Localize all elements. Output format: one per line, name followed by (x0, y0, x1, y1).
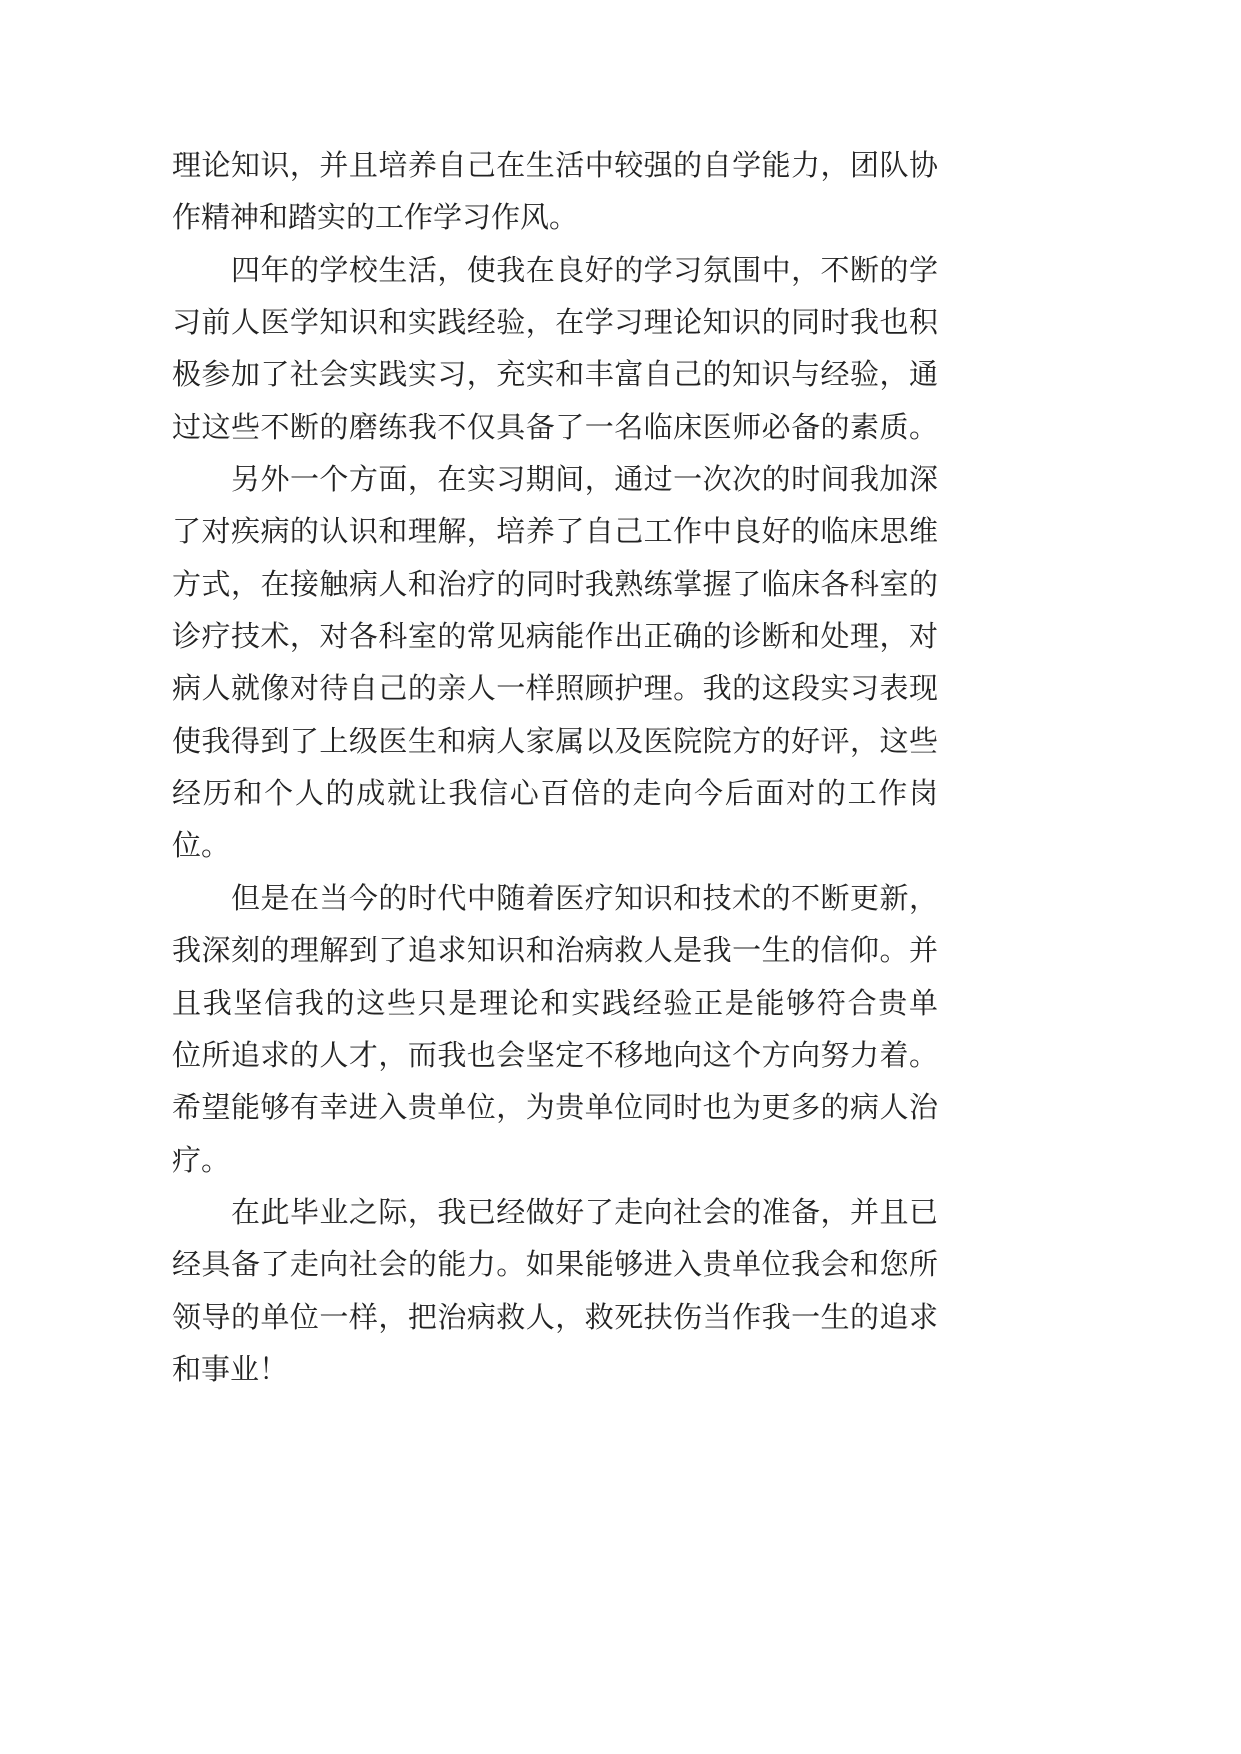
text-line: 病人就像对待自己的亲人一样照顾护理。我的这段实习表现 (172, 671, 938, 706)
text-line: 诊疗技术，对各科室的常见病能作出正确的诊断和处理，对 (172, 619, 938, 654)
text-line: 作精神和踏实的工作学习作风。 (172, 200, 579, 235)
paragraph (172, 139, 938, 244)
text-line: 我深刻的理解到了追求知识和治病救人是我一生的信仰。并 (172, 933, 938, 968)
text-line: 位。 (172, 828, 231, 863)
text-line: 了对疾病的认识和理解，培养了自己工作中良好的临床思维 (172, 514, 938, 549)
text-line: 位所追求的人才，而我也会坚定不移地向这个方向努力着。 (172, 1037, 938, 1072)
text-line: 方式，在接触病人和治疗的同时我熟练掌握了临床各科室的 (172, 566, 938, 601)
text-line: 但是在当今的时代中随着医疗知识和技术的不断更新， (231, 880, 938, 915)
text-line: 使我得到了上级医生和病人家属以及医院院方的好评，这些 (172, 723, 938, 758)
text-line: 极参加了社会实践实习，充实和丰富自己的知识与经验，通 (172, 357, 938, 392)
text-line: 经具备了走向社会的能力。如果能够进入贵单位我会和您所 (172, 1247, 938, 1282)
text-line: 领导的单位一样，把治病救人，救死扶伤当作我一生的追求 (172, 1299, 938, 1334)
text-line: 经历和个人的成就让我信心百倍的走向今后面对的工作岗 (172, 776, 938, 811)
paragraph (172, 872, 938, 1186)
paragraph (172, 453, 938, 872)
text-line: 疗。 (172, 1142, 231, 1177)
text-line: 理论知识，并且培养自己在生活中较强的自学能力，团队协 (172, 148, 938, 182)
text-line: 和事业！ (172, 1351, 289, 1386)
text-line: 在此毕业之际，我已经做好了走向社会的准备，并且已 (231, 1194, 938, 1229)
text-line: 四年的学校生活，使我在良好的学习氛围中，不断的学 (231, 252, 938, 287)
document-body (172, 139, 938, 1395)
paragraph (172, 1186, 938, 1395)
text-line: 另外一个方面，在实习期间，通过一次次的时间我加深 (231, 462, 938, 497)
text-line: 且我坚信我的这些只是理论和实践经验正是能够符合贵单 (172, 985, 938, 1020)
text-line: 习前人医学知识和实践经验，在学习理论知识的同时我也积 (172, 305, 938, 340)
text-line: 过这些不断的磨练我不仅具备了一名临床医师必备的素质。 (172, 409, 938, 444)
paragraph (172, 244, 938, 453)
text-line: 希望能够有幸进入贵单位，为贵单位同时也为更多的病人治 (172, 1090, 938, 1125)
